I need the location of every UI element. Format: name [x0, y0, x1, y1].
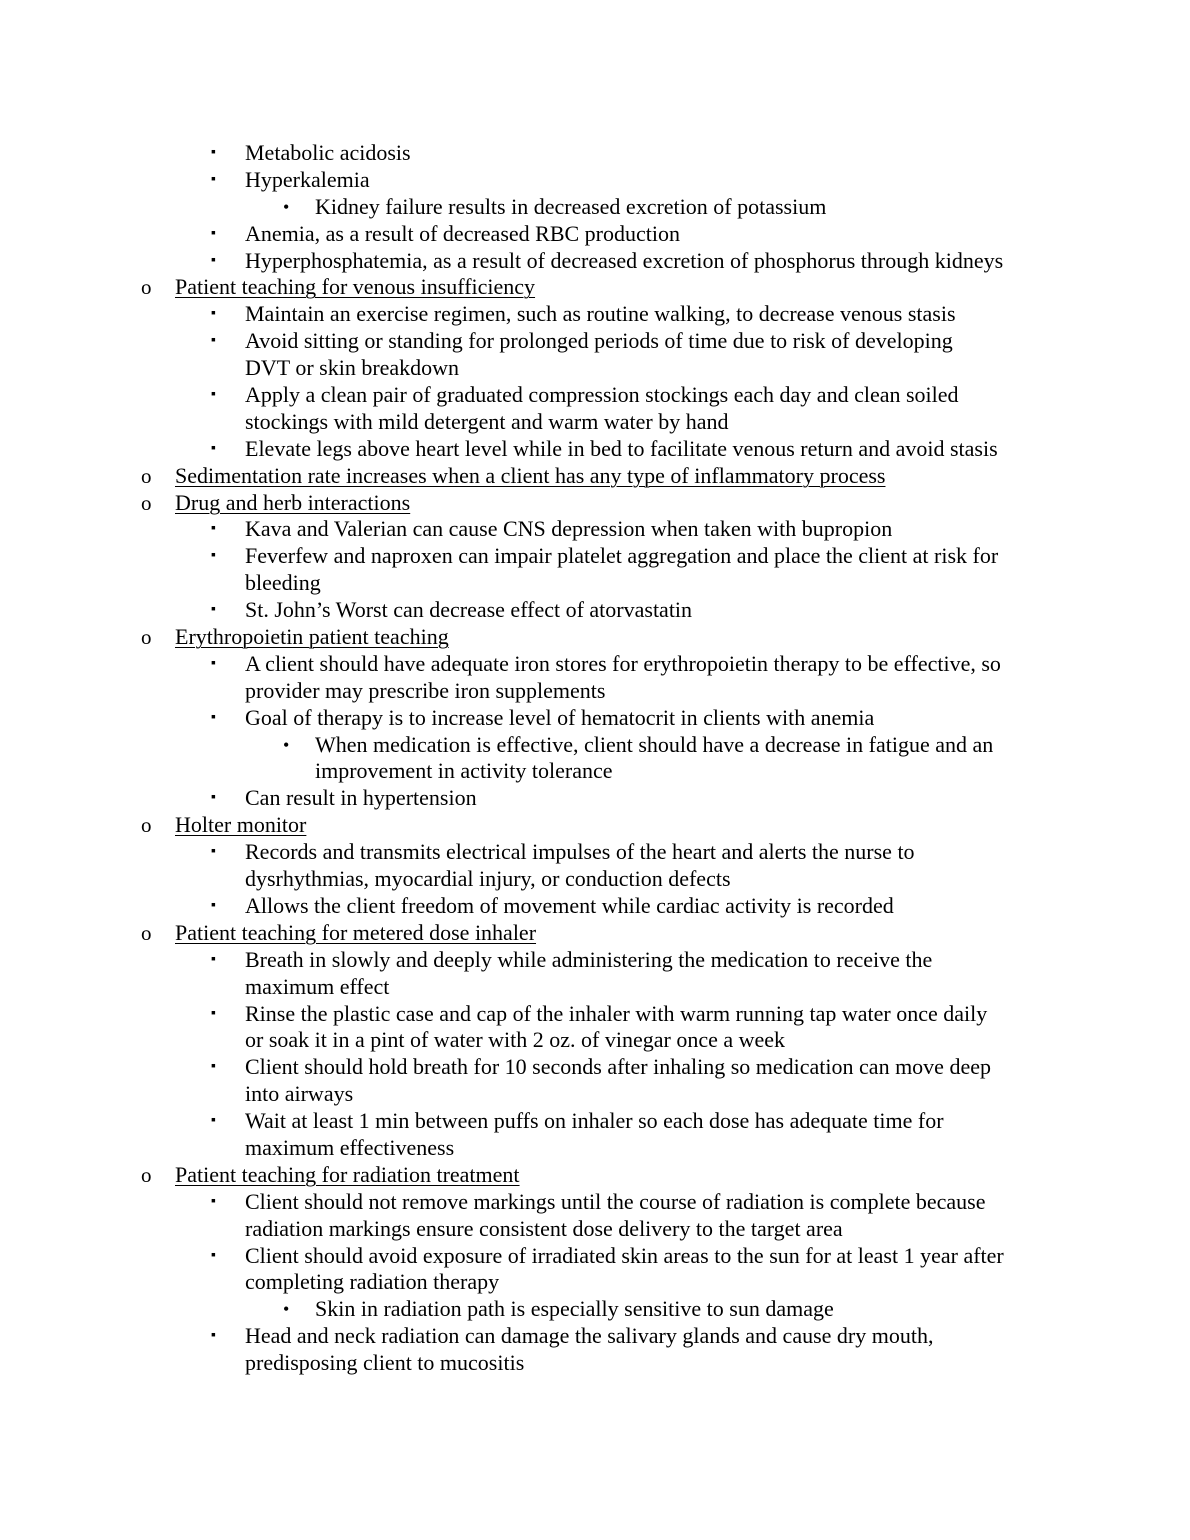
bullet-item-text: Avoid sitting or standing for prolonged periods of time due to risk of developing [245, 328, 953, 354]
sub-bullet-item [0, 1296, 1190, 1323]
square-bullet-icon: ▪ [211, 145, 216, 160]
sub-bullet-item [0, 732, 1190, 759]
bullet-item [0, 1189, 1190, 1216]
square-bullet-icon: ▪ [211, 655, 216, 671]
bullet-item-continuation [0, 1081, 1190, 1108]
bullet-item-continuation [0, 1027, 1190, 1054]
bullet-item-text: Anemia, as a result of decreased RBC production [245, 220, 680, 246]
section-heading [0, 812, 1190, 839]
circle-bullet-icon: o [141, 813, 152, 838]
bullet-item-text: Records and transmits electrical impulses of the heart and alerts the nurse to [245, 839, 915, 865]
bullet-item-text: Hyperphosphatemia, as a result of decreased excretion of phosphorus through kidneys [245, 247, 1004, 273]
square-bullet-icon: ▪ [211, 1005, 216, 1021]
circle-bullet-icon: o [141, 490, 152, 515]
square-bullet-icon: ▪ [211, 1328, 216, 1344]
bullet-item [0, 543, 1190, 570]
bullet-item-text: Client should not remove markings until the course of radiation is complete because [245, 1188, 986, 1214]
bullet-item-continuation-text: into airways [245, 1081, 354, 1107]
bullet-item-continuation-text: maximum effectiveness [245, 1134, 455, 1160]
square-bullet-icon: ▪ [211, 844, 216, 860]
bullet-item-text: Maintain an exercise regimen, such as routine walking, to decrease venous stasis [245, 301, 956, 327]
bullet-item-continuation [0, 570, 1190, 597]
bullet-item [0, 516, 1190, 543]
circle-bullet-icon: o [141, 1162, 152, 1187]
section-heading [0, 1162, 1190, 1189]
bullet-item-text: Breath in slowly and deeply while administering the medication to receive the [245, 946, 933, 972]
bullet-item [0, 382, 1190, 409]
section-heading [0, 490, 1190, 517]
square-bullet-icon: ▪ [211, 306, 216, 322]
bullet-item-text: St. John’s Worst can decrease effect of atorvastatin [245, 597, 693, 623]
section-heading-text: Patient teaching for radiation treatment [175, 1161, 520, 1187]
bullet-item [0, 1001, 1190, 1028]
square-bullet-icon: ▪ [211, 1193, 216, 1209]
bullet-item-text: Rinse the plastic case and cap of the inhaler with warm running tap water once daily [245, 1000, 988, 1026]
bullet-item-continuation-text: bleeding [245, 570, 321, 596]
dot-bullet-icon: • [283, 734, 290, 755]
bullet-item-continuation [0, 1216, 1190, 1243]
square-bullet-icon: ▪ [211, 333, 216, 349]
circle-bullet-icon: o [141, 463, 152, 488]
bullet-item [0, 167, 1190, 194]
square-bullet-icon: ▪ [211, 171, 216, 187]
sub-bullet-item-continuation-text: improvement in activity tolerance [315, 758, 613, 784]
bullet-item [0, 893, 1190, 920]
bullet-item [0, 597, 1190, 624]
circle-bullet-icon: o [141, 920, 152, 945]
bullet-item-text: Apply a clean pair of graduated compression stockings each day and clean soiled [245, 382, 959, 408]
square-bullet-icon: ▪ [211, 440, 216, 456]
bullet-item-text: Allows the client freedom of movement while cardiac activity is recorded [245, 892, 894, 918]
bullet-item-continuation [0, 355, 1190, 382]
bullet-item-text: Can result in hypertension [245, 785, 477, 811]
bullet-item [0, 785, 1190, 812]
bullet-item-continuation-text: dysrhythmias, myocardial injury, or conduction defects [245, 866, 731, 892]
bullet-item-continuation [0, 1269, 1190, 1296]
bullet-item [0, 221, 1190, 248]
square-bullet-icon: ▪ [211, 521, 216, 537]
bullet-item [0, 705, 1190, 732]
sub-bullet-item-text: Skin in radiation path is especially sensitive to sun damage [315, 1296, 834, 1322]
section-heading-text: Erythropoietin patient teaching [175, 624, 449, 650]
bullet-item-continuation [0, 1350, 1190, 1377]
bullet-item [0, 1243, 1190, 1270]
square-bullet-icon: ▪ [211, 252, 216, 268]
circle-bullet-icon: o [141, 625, 152, 650]
square-bullet-icon: ▪ [211, 1113, 216, 1129]
section-heading-text: Drug and herb interactions [175, 489, 411, 515]
bullet-item-continuation-text: stockings with mild detergent and warm water by hand [245, 408, 729, 434]
sub-bullet-item-continuation [0, 758, 1190, 785]
square-bullet-icon: ▪ [211, 387, 216, 403]
bullet-item [0, 839, 1190, 866]
bullet-item-continuation [0, 974, 1190, 1001]
bullet-item-continuation-text: provider may prescribe iron supplements [245, 677, 606, 703]
bullet-item-text: Goal of therapy is to increase level of hematocrit in clients with anemia [245, 704, 875, 730]
section-heading-text: Patient teaching for venous insufficiency [175, 274, 536, 300]
section-heading [0, 624, 1190, 651]
bullet-item-continuation-text: or soak it in a pint of water with 2 oz. of vinegar once a week [245, 1027, 786, 1053]
bullet-item-text: Client should hold breath for 10 seconds after inhaling so medication can move deep [245, 1054, 991, 1080]
bullet-item-text: Head and neck radiation can damage the salivary glands and cause dry mouth, [245, 1323, 934, 1349]
section-heading-text: Sedimentation rate increases when a client has any type of inflammatory process [175, 462, 886, 488]
section-heading [0, 920, 1190, 947]
bullet-item-text: Feverfew and naproxen can impair platelet aggregation and place the client at risk for [245, 543, 999, 569]
square-bullet-icon: ▪ [211, 1059, 216, 1075]
bullet-item-continuation-text: DVT or skin breakdown [245, 355, 460, 381]
bullet-item-text: Kava and Valerian can cause CNS depression when taken with bupropion [245, 516, 893, 542]
section-heading-text: Holter monitor [175, 812, 307, 838]
square-bullet-icon: ▪ [211, 897, 216, 913]
bullet-item [0, 301, 1190, 328]
square-bullet-icon: ▪ [211, 951, 216, 967]
bullet-item-text: Client should avoid exposure of irradiated skin areas to the sun for at least 1 year after [245, 1242, 1004, 1268]
square-bullet-icon: ▪ [211, 548, 216, 564]
bullet-item [0, 248, 1190, 275]
bullet-item [0, 1054, 1190, 1081]
bullet-item [0, 947, 1190, 974]
bullet-item [0, 328, 1190, 355]
bullet-item-text: A client should have adequate iron stores for erythropoietin therapy to be effective, so [245, 650, 1001, 676]
dot-bullet-icon: • [283, 1299, 290, 1320]
bullet-item-continuation [0, 678, 1190, 705]
dot-bullet-icon: • [283, 196, 290, 217]
bullet-item-text: Wait at least 1 min between puffs on inhaler so each dose has adequate time for [245, 1108, 944, 1134]
sub-bullet-item-text: When medication is effective, client should have a decrease in fatigue and an [315, 731, 994, 757]
sub-bullet-item-text: Kidney failure results in decreased excretion of potassium [315, 193, 827, 219]
document-page [0, 140, 1190, 1377]
bullet-item-text: Hyperkalemia [245, 166, 370, 192]
bullet-item-continuation [0, 866, 1190, 893]
section-heading [0, 274, 1190, 301]
section-heading [0, 463, 1190, 490]
bullet-item [0, 140, 1190, 167]
bullet-item [0, 651, 1190, 678]
sub-bullet-item [0, 194, 1190, 221]
bullet-item-text: Metabolic acidosis [245, 140, 411, 165]
circle-bullet-icon: o [141, 275, 152, 300]
bullet-item [0, 1323, 1190, 1350]
bullet-item-continuation-text: completing radiation therapy [245, 1269, 500, 1295]
square-bullet-icon: ▪ [211, 1247, 216, 1263]
bullet-item-continuation-text: predisposing client to mucositis [245, 1350, 525, 1376]
square-bullet-icon: ▪ [211, 602, 216, 618]
square-bullet-icon: ▪ [211, 709, 216, 725]
bullet-item-continuation-text: radiation markings ensure consistent dose delivery to the target area [245, 1215, 843, 1241]
square-bullet-icon: ▪ [211, 790, 216, 806]
square-bullet-icon: ▪ [211, 225, 216, 241]
bullet-item [0, 1108, 1190, 1135]
bullet-item-text: Elevate legs above heart level while in bed to facilitate venous return and avoid stasis [245, 435, 998, 461]
bullet-item-continuation-text: maximum effect [245, 973, 390, 999]
bullet-item [0, 436, 1190, 463]
bullet-item-continuation [0, 1135, 1190, 1162]
bullet-item-continuation [0, 409, 1190, 436]
section-heading-text: Patient teaching for metered dose inhaler [175, 919, 537, 945]
